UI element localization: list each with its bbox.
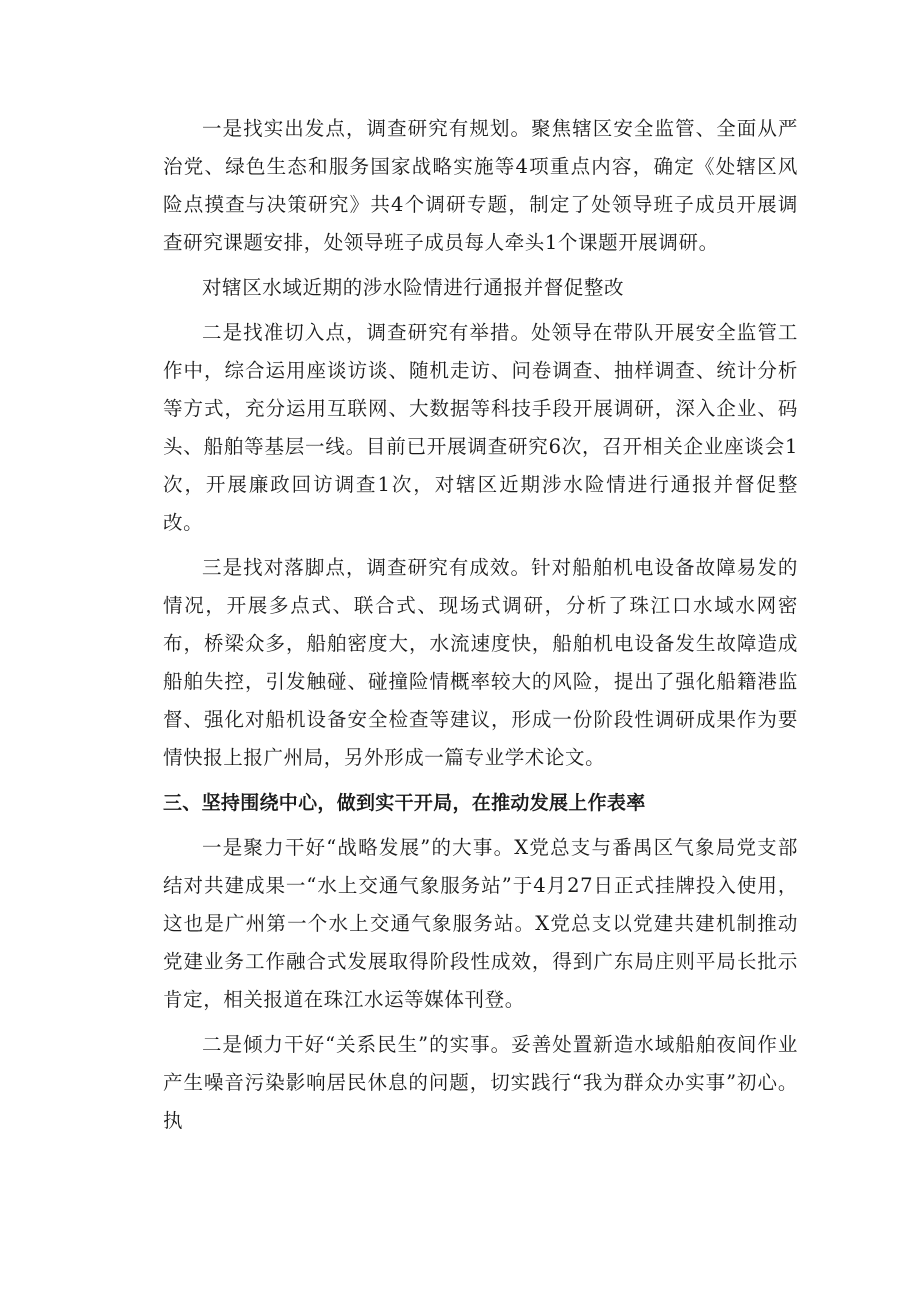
paragraph-5: 一是聚力干好“战略发展”的大事。X党总支与番禺区气象局党支部结对共建成果一“水上交通气象服务站”于4月27日正式挂牌投入使用，这也是广州第一个水上交通气象服务站。X党总支以党建共建机制推动党建业务工作融合式发展取得阶段性成效，得到广东局庄则平局长批示肯定，相关报道在珠江水运等媒体刊登。 bbox=[163, 836, 798, 1011]
paragraph-4: 三是找对落脚点，调查研究有成效。针对船舶机电设备故障易发的情况，开展多点式、联合式、现场式调研，分析了珠江口水域水网密布，桥梁众多，船舶密度大，水流速度快，船舶机电设备发生故障造成船舶失控，引发触碰、碰撞险情概率较大的风险，提出了强化船籍港监督、强化对船机设备安全检查等建议，形成一份阶段性调研成果作为要情快报上报广州局，另外形成一篇专业学术论文。 bbox=[163, 556, 798, 769]
paragraph-1: 一是找实出发点，调查研究有规划。聚焦辖区安全监管、全面从严治党、绿色生态和服务国家战略实施等4项重点内容，确定《处辖区风险点摸查与决策研究》共4个调研专题，制定了处领导班子成员开展调查研究课题安排，处领导班子成员每人牵头1个课题开展调研。 bbox=[163, 117, 798, 254]
section-heading: 三、坚持围绕中心，做到实干开局，在推动发展上作表率 bbox=[163, 792, 646, 814]
paragraph-3: 二是找准切入点，调查研究有举措。处领导在带队开展安全监管工作中，综合运用座谈访谈、随机走访、问卷调查、抽样调查、统计分析等方式，充分运用互联网、大数据等科技手段开展调研，深入企业、码头、船舶等基层一线。目前已开展调查研究6次，召开相关企业座谈会1次，开展廉政回访调查1次，对辖区近期涉水险情进行通报并督促整改。 bbox=[163, 321, 798, 534]
paragraph-2: 对辖区水域近期的涉水险情进行通报并督促整改 bbox=[202, 276, 625, 299]
document-page bbox=[163, 110, 798, 1147]
paragraph-6: 二是倾力干好“关系民生”的实事。妥善处置新造水域船舶夜间作业产生噪音污染影响居民休息的问题，切实践行“我为群众办实事”初心。执 bbox=[163, 1033, 798, 1132]
